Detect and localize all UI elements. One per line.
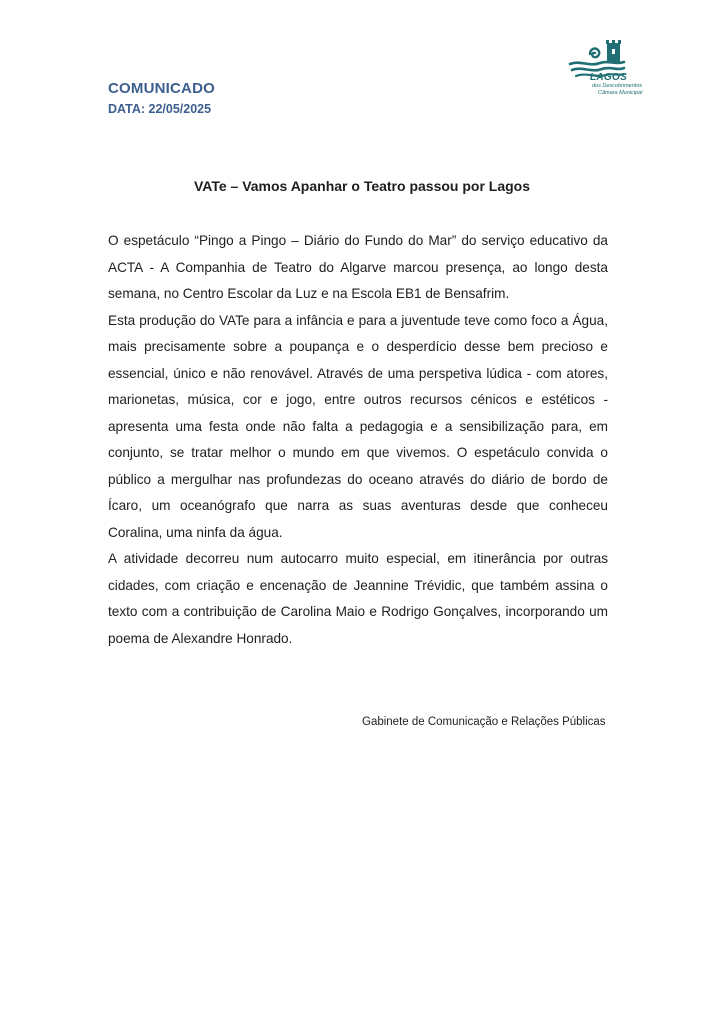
document-date: DATA: 22/05/2025: [108, 102, 212, 116]
document-title: VATe – Vamos Apanhar o Teatro passou por Lagos: [193, 178, 531, 194]
body-paragraph: Esta produção do VATe para a infância e para a juventude teve como foco a Água, mais precisamente sobre a poupança e o desperdício desse bem precioso e essencial, único e não renovável. Através de uma perspetiva lúdica - com atores, marionetas, música, cor e jogo, entre outros recursos cénicos e estéticos - apresenta uma festa onde não falta a pedagogia e a sensibilização para, em conjunto, se tratar melhor o mundo em que vivemos. O espetáculo convida o público a mergulhar nas profundezas do oceano através do diário de bordo de Ícaro, um oceanógrafo que narra as suas aventuras desde que conheceu Coralina, uma ninfa da água.: [108, 312, 608, 540]
logo-tagline: dos Descobrimentos: [592, 83, 643, 89]
document-type-label: COMUNICADO: [108, 80, 215, 97]
logo-subtitle: Câmara Municipal: [598, 90, 643, 96]
document-body: [108, 228, 608, 652]
body-paragraph: O espetáculo “Pingo a Pingo – Diário do Fundo do Mar” do serviço educativo da ACTA - A Companhia de Teatro do Algarve marcou presença, ao longo desta semana, no Centro Escolar da Luz e na Escola EB1 de Bensafrim.: [108, 233, 608, 301]
signature: Gabinete de Comunicação e Relações Públicas: [362, 716, 606, 728]
logo-wordmark: LAGOS: [590, 72, 628, 83]
body-paragraph: A atividade decorreu num autocarro muito especial, em itinerância por outras cidades, com criação e encenação de Jeannine Trévidic, que também assina o texto com a contribuição de Carolina Maio e Rodrigo Gonçalves, incorporando um poema de Alexandre Honrado.: [108, 551, 608, 646]
lagos-logo: [562, 40, 643, 98]
